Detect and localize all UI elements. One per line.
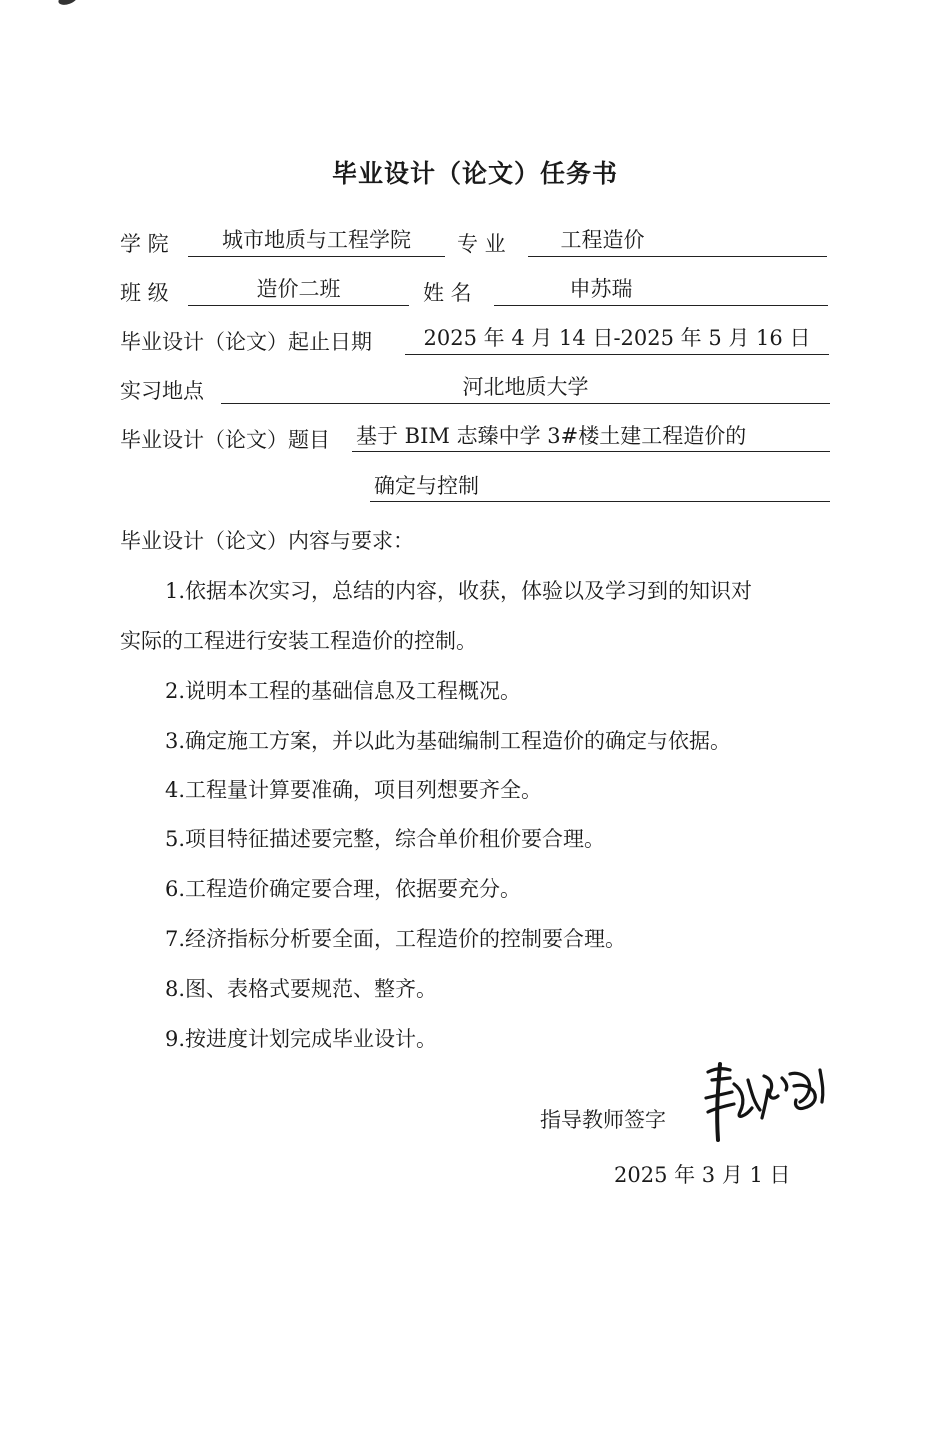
signature-date: 2025 年 3 月 1 日 [614,1163,791,1187]
requirement-item: 4.工程量计算要准确，项目列想要齐全。 [165,778,543,802]
period-field: 2025 年 4 月 14 日-2025 年 5 月 16 日 [405,324,829,355]
name-field [494,275,828,306]
topic-field-line2: 确定与控制 [370,472,830,502]
major-value: 工程造价 [560,228,645,252]
scan-mark [57,0,79,7]
requirement-item: 5.项目特征描述要完整，综合单价租价要合理。 [165,827,606,851]
signature-label: 指导教师签字 [540,1108,666,1132]
college-label: 学 院 [120,232,169,256]
requirement-item: 3.确定施工方案，并以此为基础编制工程造价的确定与依据。 [165,729,732,753]
place-label: 实习地点 [120,379,204,403]
topic-field-line1: 基于 BIM 志臻中学 3#楼土建工程造价的 [352,422,830,452]
requirement-item: 7.经济指标分析要全面，工程造价的控制要合理。 [165,927,627,951]
period-label: 毕业设计（论文）起止日期 [120,330,372,354]
page-title: 毕业设计（论文）任务书 [331,159,618,188]
requirement-item: 8.图、表格式要规范、整齐。 [165,977,438,1001]
requirement-item-1-line2: 实际的工程进行安装工程造价的控制。 [120,629,477,653]
topic-label: 毕业设计（论文）题目 [120,428,330,452]
requirement-item-1-line1: 1.依据本次实习，总结的内容，收获，体验以及学习到的知识对 [165,579,753,603]
major-label: 专 业 [457,232,506,256]
requirement-item: 2.说明本工程的基础信息及工程概况。 [165,679,522,703]
class-label: 班 级 [120,281,169,305]
teacher-signature-image [690,1050,835,1150]
name-value: 申苏瑞 [569,277,633,301]
place-field: 河北地质大学 [221,373,830,404]
college-field: 城市地质与工程学院 [188,226,445,257]
name-label: 姓 名 [423,281,472,305]
requirement-item: 9.按进度计划完成毕业设计。 [165,1027,438,1051]
requirements-heading: 毕业设计（论文）内容与要求： [120,529,414,553]
major-field [528,226,827,257]
requirement-item: 6.工程造价确定要合理，依据要充分。 [165,877,522,901]
class-field: 造价二班 [188,275,409,306]
